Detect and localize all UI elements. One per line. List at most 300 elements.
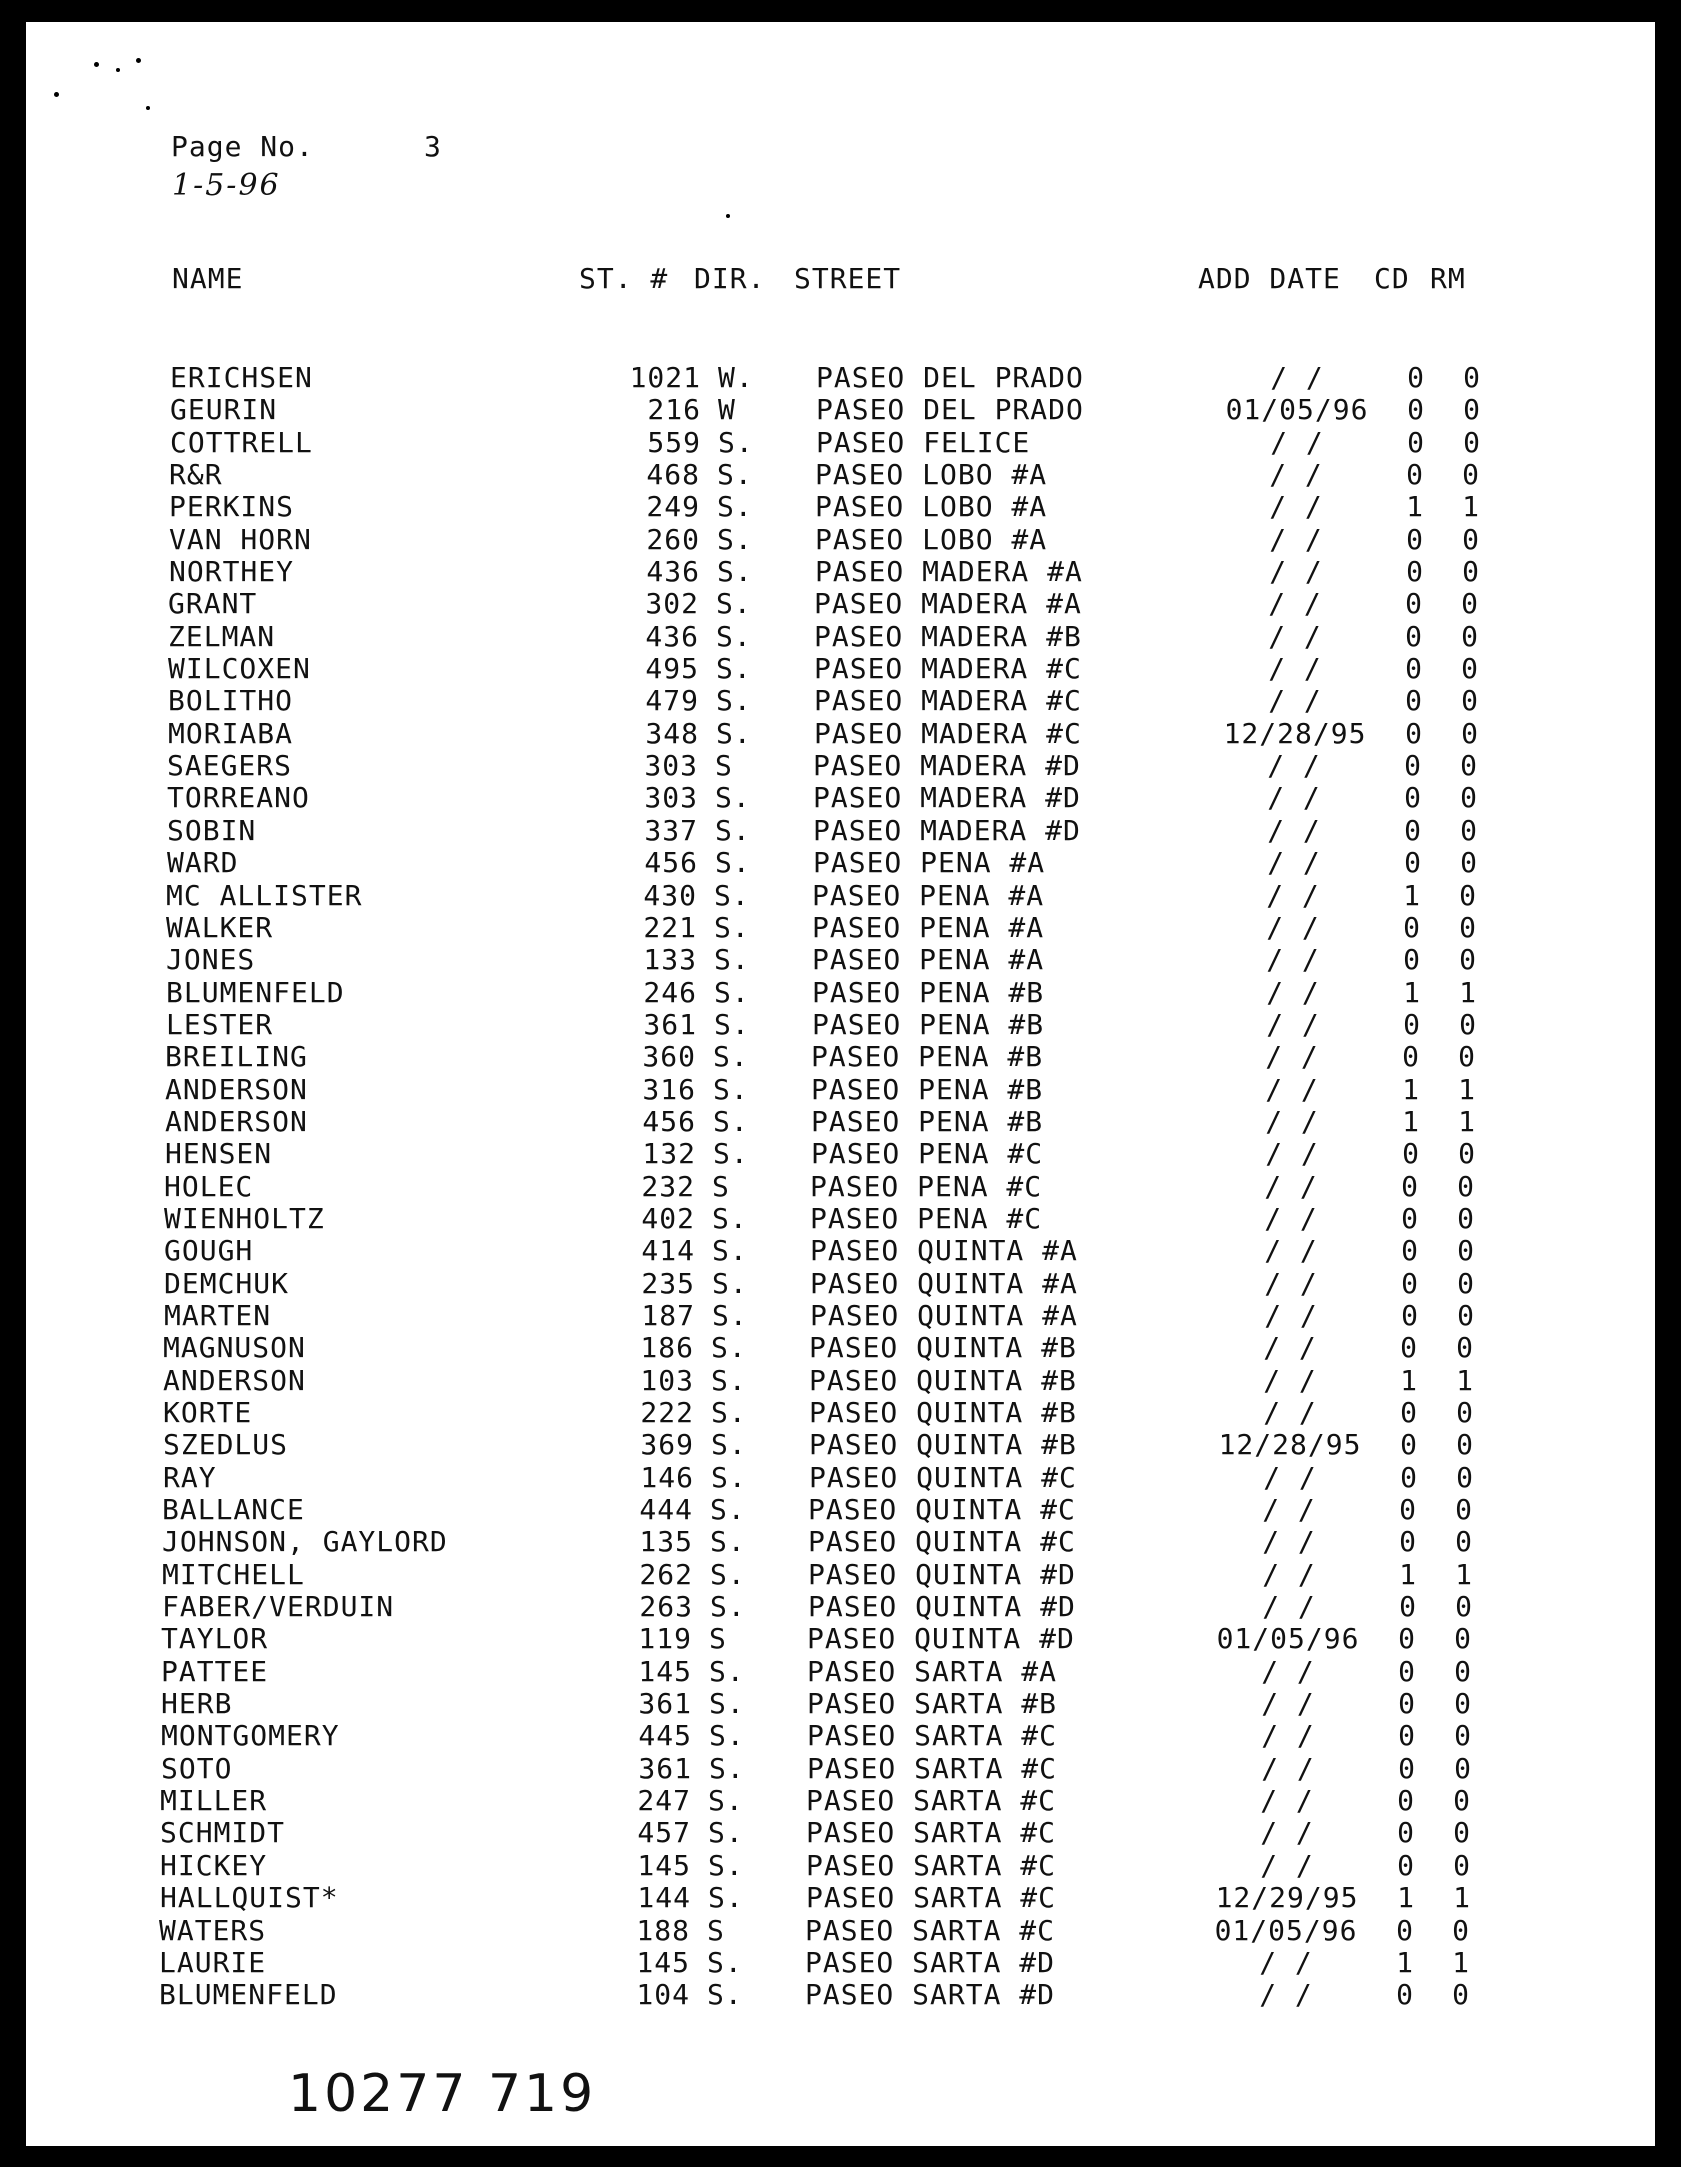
row-cd: 1: [1397, 1881, 1415, 1915]
row-cd: 0: [1399, 1525, 1417, 1559]
row-name: MILLER: [160, 1784, 268, 1818]
table-row: [26, 1365, 1655, 1397]
row-cd: 0: [1404, 846, 1422, 880]
row-name: TORREANO: [167, 781, 310, 815]
row-rm: 0: [1462, 555, 1480, 589]
table-row: [26, 1526, 1655, 1558]
row-rm: 0: [1456, 1428, 1474, 1462]
row-rm: 0: [1461, 652, 1479, 686]
row-rm: 0: [1460, 781, 1478, 815]
table-row: [26, 1332, 1655, 1364]
row-street-number: 249: [646, 490, 700, 524]
row-rm: 0: [1462, 522, 1480, 556]
row-direction: S.: [712, 1266, 748, 1300]
row-cd: 0: [1404, 749, 1422, 783]
row-street: PASEO LOBO #A: [815, 458, 1048, 492]
row-rm: 0: [1457, 1201, 1475, 1235]
row-street: PASEO SARTA #C: [806, 1784, 1057, 1818]
row-street-number: 145: [637, 1848, 691, 1882]
row-street-number: 559: [647, 425, 701, 459]
row-direction: S.: [708, 1848, 744, 1882]
row-direction: S.: [716, 684, 752, 718]
row-direction: S.: [714, 878, 750, 912]
table-row: [26, 1817, 1655, 1849]
row-add-date: / /: [1267, 813, 1321, 847]
row-name: HALLQUIST*: [160, 1881, 339, 1915]
row-rm: 0: [1455, 1525, 1473, 1559]
row-street-number: 361: [643, 1007, 697, 1041]
row-name: SZEDLUS: [163, 1428, 289, 1462]
row-rm: 1: [1458, 1104, 1476, 1138]
row-add-date: / /: [1265, 1040, 1319, 1074]
row-street: PASEO MADERA #A: [815, 555, 1083, 589]
row-cd: 0: [1396, 1913, 1414, 1947]
row-street: PASEO PENA #C: [811, 1137, 1044, 1171]
row-name: HENSEN: [165, 1137, 273, 1171]
row-direction: S.: [710, 1525, 746, 1559]
row-rm: 1: [1462, 490, 1480, 524]
row-cd: 0: [1406, 522, 1424, 556]
row-street: PASEO MADERA #D: [813, 749, 1081, 783]
row-add-date: 01/05/96: [1216, 1622, 1360, 1656]
handwritten-date: 1-5-96: [172, 168, 281, 203]
row-name: LAURIE: [159, 1945, 267, 1979]
row-direction: S.: [711, 1331, 747, 1365]
table-row: [26, 1300, 1655, 1332]
row-street: PASEO PENA #A: [812, 878, 1045, 912]
row-cd: 0: [1402, 1040, 1420, 1074]
row-street-number: 302: [645, 587, 699, 621]
row-street-number: 445: [638, 1719, 692, 1753]
row-cd: 0: [1406, 555, 1424, 589]
table-row: [26, 1720, 1655, 1752]
row-rm: 1: [1455, 1557, 1473, 1591]
row-add-date: / /: [1268, 684, 1322, 718]
table-row: [26, 491, 1655, 523]
row-direction: S.: [707, 1945, 743, 1979]
row-street: PASEO PENA #B: [812, 1007, 1045, 1041]
column-header-street: STREET: [794, 262, 902, 295]
table-row: [26, 1753, 1655, 1785]
row-direction: S.: [716, 587, 752, 621]
row-street: PASEO MADERA #A: [814, 587, 1082, 621]
row-street: PASEO QUINTA #C: [809, 1460, 1077, 1494]
row-add-date: / /: [1260, 1784, 1314, 1818]
row-cd: 0: [1401, 1266, 1419, 1300]
row-name: WARD: [167, 846, 239, 880]
row-name: BREILING: [165, 1040, 308, 1074]
row-name: SCHMIDT: [160, 1816, 286, 1850]
row-name: JONES: [166, 943, 256, 977]
row-rm: 0: [1463, 393, 1481, 427]
row-direction: S.: [712, 1234, 748, 1268]
row-direction: S.: [711, 1460, 747, 1494]
row-add-date: / /: [1264, 1169, 1318, 1203]
row-add-date: / /: [1263, 1331, 1317, 1365]
row-street: PASEO MADERA #C: [814, 716, 1082, 750]
table-row: [26, 427, 1655, 459]
row-street-number: 436: [645, 619, 699, 653]
row-add-date: / /: [1265, 1104, 1319, 1138]
table-row: [26, 880, 1655, 912]
row-add-date: / /: [1269, 458, 1323, 492]
row-direction: S.: [715, 813, 751, 847]
row-rm: 0: [1453, 1816, 1471, 1850]
row-add-date: / /: [1267, 781, 1321, 815]
row-direction: S.: [716, 619, 752, 653]
row-street: PASEO SARTA #C: [806, 1848, 1057, 1882]
table-row: [26, 1041, 1655, 1073]
row-street: PASEO PENA #A: [813, 846, 1046, 880]
row-direction: W.: [718, 361, 754, 394]
row-cd: 0: [1405, 619, 1423, 653]
row-cd: 0: [1400, 1460, 1418, 1494]
row-name: SAEGERS: [167, 749, 293, 783]
row-rm: 0: [1461, 684, 1479, 718]
row-direction: S.: [717, 490, 753, 524]
row-add-date: / /: [1262, 1557, 1316, 1591]
row-add-date: / /: [1267, 749, 1321, 783]
row-direction: S.: [714, 910, 750, 944]
row-street-number: 145: [638, 1654, 692, 1688]
table-row: [26, 524, 1655, 556]
table-row: [26, 1559, 1655, 1591]
row-add-date: / /: [1265, 1072, 1319, 1106]
table-row: [26, 977, 1655, 1009]
row-street-number: 135: [639, 1525, 693, 1559]
row-add-date: / /: [1263, 1460, 1317, 1494]
row-street: PASEO LOBO #A: [815, 522, 1048, 556]
row-street-number: 361: [638, 1687, 692, 1721]
row-street-number: 414: [641, 1234, 695, 1268]
row-rm: 0: [1452, 1978, 1470, 2012]
row-rm: 0: [1460, 846, 1478, 880]
table-row: [26, 459, 1655, 491]
row-street-number: 479: [645, 684, 699, 718]
row-rm: 0: [1457, 1298, 1475, 1332]
row-add-date: / /: [1269, 490, 1323, 524]
row-add-date: / /: [1261, 1654, 1315, 1688]
row-name: WIENHOLTZ: [164, 1201, 325, 1235]
row-direction: W: [718, 393, 736, 427]
row-direction: S.: [712, 1298, 748, 1332]
row-add-date: / /: [1262, 1590, 1316, 1624]
row-street-number: 187: [641, 1298, 695, 1332]
row-rm: 0: [1458, 1137, 1476, 1171]
row-name: BLUMENFELD: [159, 1978, 338, 2012]
row-direction: S.: [711, 1428, 747, 1462]
row-add-date: / /: [1264, 1298, 1318, 1332]
scan-speck: [54, 92, 59, 97]
row-street: PASEO QUINTA #D: [808, 1557, 1076, 1591]
row-street: PASEO SARTA #D: [805, 1945, 1056, 1979]
row-cd: 0: [1399, 1590, 1417, 1624]
row-add-date: / /: [1268, 652, 1322, 686]
row-direction: S.: [710, 1590, 746, 1624]
row-cd: 1: [1403, 975, 1421, 1009]
row-street-number: 468: [646, 458, 700, 492]
row-direction: S.: [709, 1654, 745, 1688]
row-cd: 0: [1405, 652, 1423, 686]
row-street: PASEO PENA #B: [811, 1040, 1044, 1074]
row-street-number: 216: [647, 393, 701, 427]
row-cd: 1: [1402, 1104, 1420, 1138]
table-row: [26, 1074, 1655, 1106]
page-number: 3: [424, 130, 441, 163]
row-rm: 0: [1457, 1266, 1475, 1300]
table-row: [26, 847, 1655, 879]
row-direction: S.: [713, 1072, 749, 1106]
row-direction: S.: [709, 1687, 745, 1721]
row-direction: S.: [710, 1557, 746, 1591]
row-add-date: / /: [1266, 943, 1320, 977]
row-cd: 0: [1400, 1331, 1418, 1365]
table-row: [26, 1947, 1655, 1979]
row-name: SOTO: [161, 1751, 233, 1785]
row-street-number: 1021: [629, 361, 701, 394]
row-rm: 0: [1454, 1719, 1472, 1753]
row-street: PASEO PENA #C: [810, 1169, 1043, 1203]
row-cd: 1: [1396, 1945, 1414, 1979]
row-add-date: / /: [1260, 1816, 1314, 1850]
row-street: PASEO MADERA #C: [814, 652, 1082, 686]
row-direction: S.: [709, 1719, 745, 1753]
row-rm: 1: [1459, 975, 1477, 1009]
row-rm: 0: [1454, 1654, 1472, 1688]
row-direction: S: [709, 1622, 727, 1656]
row-street-number: 119: [638, 1622, 692, 1656]
column-header-add-date: ADD DATE: [1198, 262, 1341, 295]
row-name: HICKEY: [160, 1848, 268, 1882]
row-direction: S.: [711, 1396, 747, 1429]
scan-speck: [726, 214, 730, 218]
row-street: PASEO SARTA #C: [806, 1816, 1057, 1850]
row-street: PASEO DEL PRADO: [816, 361, 1084, 394]
row-add-date: / /: [1266, 910, 1320, 944]
row-street-number: 457: [637, 1816, 691, 1850]
table-row: [26, 1656, 1655, 1688]
row-name: COTTRELL: [170, 425, 313, 459]
document-number: 10277 719: [288, 2064, 597, 2124]
table-row: [26, 1171, 1655, 1203]
table-row: [26, 1979, 1655, 2011]
row-rm: 0: [1455, 1590, 1473, 1624]
row-add-date: 12/28/95: [1218, 1428, 1362, 1462]
row-rm: 0: [1457, 1169, 1475, 1203]
row-street-number: 348: [645, 716, 699, 750]
row-name: VAN HORN: [169, 522, 312, 556]
row-rm: 1: [1453, 1881, 1471, 1915]
row-street-number: 303: [644, 749, 698, 783]
row-street: PASEO MADERA #B: [814, 619, 1082, 653]
row-street-number: 495: [645, 652, 699, 686]
row-cd: 0: [1404, 813, 1422, 847]
row-add-date: 12/28/95: [1223, 716, 1367, 750]
row-add-date: / /: [1269, 555, 1323, 589]
row-rm: 0: [1456, 1396, 1474, 1429]
row-rm: 0: [1460, 813, 1478, 847]
row-cd: 0: [1397, 1784, 1415, 1818]
row-street-number: 303: [644, 781, 698, 815]
row-street-number: 235: [641, 1266, 695, 1300]
table-row: [26, 1462, 1655, 1494]
row-street: PASEO PENA #A: [812, 943, 1045, 977]
row-direction: S.: [710, 1493, 746, 1527]
row-street-number: 103: [640, 1363, 694, 1397]
table-row: [26, 1397, 1655, 1429]
row-street: PASEO PENA #B: [811, 1072, 1044, 1106]
row-rm: 1: [1458, 1072, 1476, 1106]
row-rm: 0: [1458, 1040, 1476, 1074]
row-cd: 0: [1399, 1493, 1417, 1527]
row-name: FABER/VERDUIN: [162, 1590, 395, 1624]
column-header-st-no: ST. #: [579, 262, 669, 295]
row-direction: S.: [716, 716, 752, 750]
row-street: PASEO SARTA #C: [807, 1751, 1058, 1785]
row-name: LESTER: [166, 1007, 274, 1041]
row-direction: S.: [718, 425, 754, 459]
row-add-date: / /: [1264, 1266, 1318, 1300]
row-street: PASEO QUINTA #B: [809, 1331, 1077, 1365]
row-street: PASEO MADERA #C: [814, 684, 1082, 718]
row-rm: 0: [1460, 749, 1478, 783]
row-street-number: 133: [643, 943, 697, 977]
table-row: [26, 685, 1655, 717]
column-header-cd: CD: [1374, 262, 1410, 295]
row-name: SOBIN: [167, 813, 257, 847]
table-row: [26, 556, 1655, 588]
table-row: [26, 1850, 1655, 1882]
table-row: [26, 621, 1655, 653]
column-header-name: NAME: [172, 262, 244, 295]
row-name: ANDERSON: [165, 1104, 308, 1138]
row-add-date: / /: [1270, 425, 1324, 459]
table-row: [26, 653, 1655, 685]
row-name: MAGNUSON: [163, 1331, 306, 1365]
row-street-number: 246: [643, 975, 697, 1009]
row-street-number: 369: [640, 1428, 694, 1462]
row-rm: 0: [1454, 1622, 1472, 1656]
table-row: [26, 1494, 1655, 1526]
row-rm: 0: [1461, 619, 1479, 653]
row-cd: 0: [1400, 1396, 1418, 1429]
row-name: BOLITHO: [168, 684, 294, 718]
row-street-number: 188: [636, 1913, 690, 1947]
row-add-date: / /: [1266, 878, 1320, 912]
row-cd: 1: [1406, 490, 1424, 524]
row-direction: S: [707, 1913, 725, 1947]
row-name: WALKER: [166, 910, 274, 944]
row-direction: S.: [713, 1040, 749, 1074]
row-add-date: / /: [1267, 846, 1321, 880]
row-street: PASEO QUINTA #A: [810, 1298, 1078, 1332]
row-street-number: 316: [642, 1072, 696, 1106]
row-name: MITCHELL: [162, 1557, 305, 1591]
column-header-rm: RM: [1430, 262, 1466, 295]
row-direction: S.: [717, 458, 753, 492]
row-street: PASEO QUINTA #A: [810, 1266, 1078, 1300]
row-rm: 0: [1463, 425, 1481, 459]
row-name: BALLANCE: [162, 1493, 305, 1527]
row-name: GOUGH: [164, 1234, 254, 1268]
row-cd: 0: [1401, 1169, 1419, 1203]
row-add-date: 12/29/95: [1215, 1881, 1359, 1915]
row-direction: S: [712, 1169, 730, 1203]
row-rm: 0: [1463, 361, 1481, 394]
row-cd: 1: [1399, 1557, 1417, 1591]
row-street-number: 360: [642, 1040, 696, 1074]
row-name: PERKINS: [169, 490, 295, 524]
row-add-date: 01/05/96: [1225, 393, 1369, 427]
row-name: WATERS: [159, 1913, 267, 1947]
row-name: ANDERSON: [165, 1072, 308, 1106]
row-name: TAYLOR: [161, 1622, 269, 1656]
row-direction: S.: [714, 975, 750, 1009]
row-street-number: 145: [636, 1945, 690, 1979]
row-direction: S.: [712, 1201, 748, 1235]
row-name: MONTGOMERY: [161, 1719, 340, 1753]
row-add-date: / /: [1265, 1137, 1319, 1171]
row-name: ERICHSEN: [170, 361, 313, 394]
row-add-date: / /: [1268, 619, 1322, 653]
row-street: PASEO QUINTA #D: [807, 1622, 1075, 1656]
row-cd: 0: [1402, 1137, 1420, 1171]
row-add-date: / /: [1266, 1007, 1320, 1041]
row-add-date: / /: [1266, 975, 1320, 1009]
row-name: PATTEE: [161, 1654, 269, 1688]
row-add-date: / /: [1269, 522, 1323, 556]
row-cd: 0: [1405, 587, 1423, 621]
table-row: [26, 1268, 1655, 1300]
table-row: [26, 1429, 1655, 1461]
table-row: [26, 1785, 1655, 1817]
row-cd: 0: [1403, 910, 1421, 944]
table-row: [26, 750, 1655, 782]
row-direction: S.: [714, 1007, 750, 1041]
row-add-date: / /: [1263, 1363, 1317, 1397]
row-add-date: 01/05/96: [1214, 1913, 1358, 1947]
row-name: RAY: [163, 1460, 217, 1494]
column-header-dir: DIR.: [694, 262, 766, 295]
row-direction: S.: [713, 1137, 749, 1171]
table-row: [26, 1009, 1655, 1041]
row-street-number: 221: [643, 910, 697, 944]
row-street: PASEO QUINTA #B: [809, 1363, 1077, 1397]
table-row: [26, 588, 1655, 620]
row-street: PASEO PENA #C: [810, 1201, 1043, 1235]
row-street-number: 232: [641, 1169, 695, 1203]
row-cd: 0: [1398, 1751, 1416, 1785]
row-cd: 0: [1401, 1298, 1419, 1332]
row-street: PASEO PENA #B: [812, 975, 1045, 1009]
row-street-number: 262: [639, 1557, 693, 1591]
row-direction: S: [715, 749, 733, 783]
row-street: PASEO QUINTA #D: [808, 1590, 1076, 1624]
scan-speck: [136, 58, 141, 63]
row-direction: S.: [715, 781, 751, 815]
row-street: PASEO SARTA #B: [807, 1687, 1058, 1721]
row-street: PASEO PENA #B: [811, 1104, 1044, 1138]
row-direction: S.: [713, 1104, 749, 1138]
table-row: [26, 912, 1655, 944]
table-row: [26, 718, 1655, 750]
row-cd: 0: [1397, 1816, 1415, 1850]
row-add-date: / /: [1263, 1396, 1317, 1429]
row-rm: 0: [1455, 1493, 1473, 1527]
row-cd: 0: [1403, 1007, 1421, 1041]
row-rm: 0: [1457, 1234, 1475, 1268]
row-cd: 0: [1398, 1719, 1416, 1753]
